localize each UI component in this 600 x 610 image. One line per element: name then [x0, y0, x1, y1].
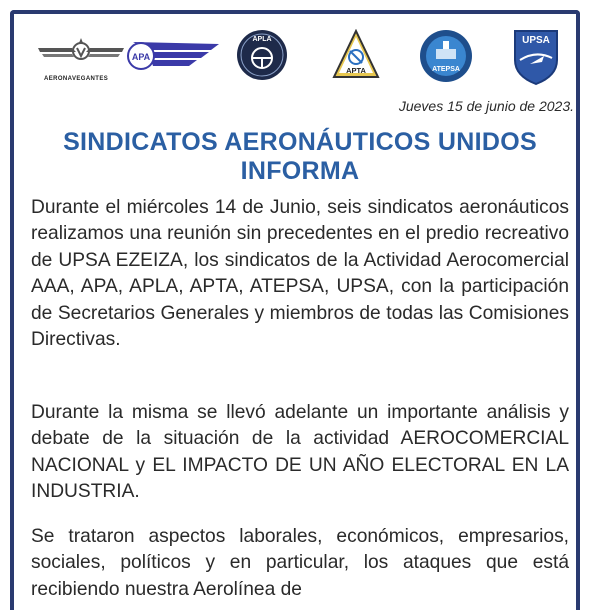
- upsa-logo-icon: [512, 28, 560, 86]
- aeronavegantes-logo-icon: [36, 34, 126, 76]
- apta-logo-text: APTA: [346, 66, 366, 75]
- apa-logo-text: APA: [131, 52, 151, 62]
- logo-row: [14, 26, 580, 96]
- atepsa-logo-icon: [419, 29, 473, 83]
- paragraph-2: Durante la misma se llevó adelante un importante análisis y debate de la situación de la actividad AEROCOMERCIAL NACIONAL y EL IMPACTO DE UN AÑO ELECTORAL EN LA INDUSTRIA.: [31, 402, 569, 503]
- apta-logo-icon: [330, 29, 382, 83]
- apla-logo-text: APLA: [252, 36, 272, 43]
- title-line-2: INFORMA: [240, 157, 360, 185]
- title-line-1: SINDICATOS AERONÁUTICOS UNIDOS: [63, 128, 537, 156]
- upsa-logo-text: UPSA: [522, 35, 550, 46]
- paragraph-1: Durante el miércoles 14 de Junio, seis sindicatos aeronáuticos realizamos una reunión sin precedentes en el predio recreativo de UPSA EZEIZA, los sindicatos de la Actividad Aerocomercial AAA, APA, APLA, APTA, ATEPSA, UPSA, con la participación de Secretarios Generales y miembros de todas las Comisiones Directivas.: [31, 197, 569, 351]
- page-title: [0, 128, 600, 186]
- paragraph-3: Se trataron aspectos laborales, económicos, empresarios, sociales, políticos y en particular, los ataques que está recibiendo nuestra Aerolínea de: [31, 526, 569, 600]
- apa-logo-icon: [127, 40, 219, 72]
- aeronavegantes-caption: AERONAVEGANTES: [44, 76, 109, 82]
- document-date: Jueves 15 de junio de 2023.: [398, 98, 574, 114]
- apla-logo-icon: [236, 29, 288, 81]
- atepsa-logo-text: ATEPSA: [432, 66, 460, 73]
